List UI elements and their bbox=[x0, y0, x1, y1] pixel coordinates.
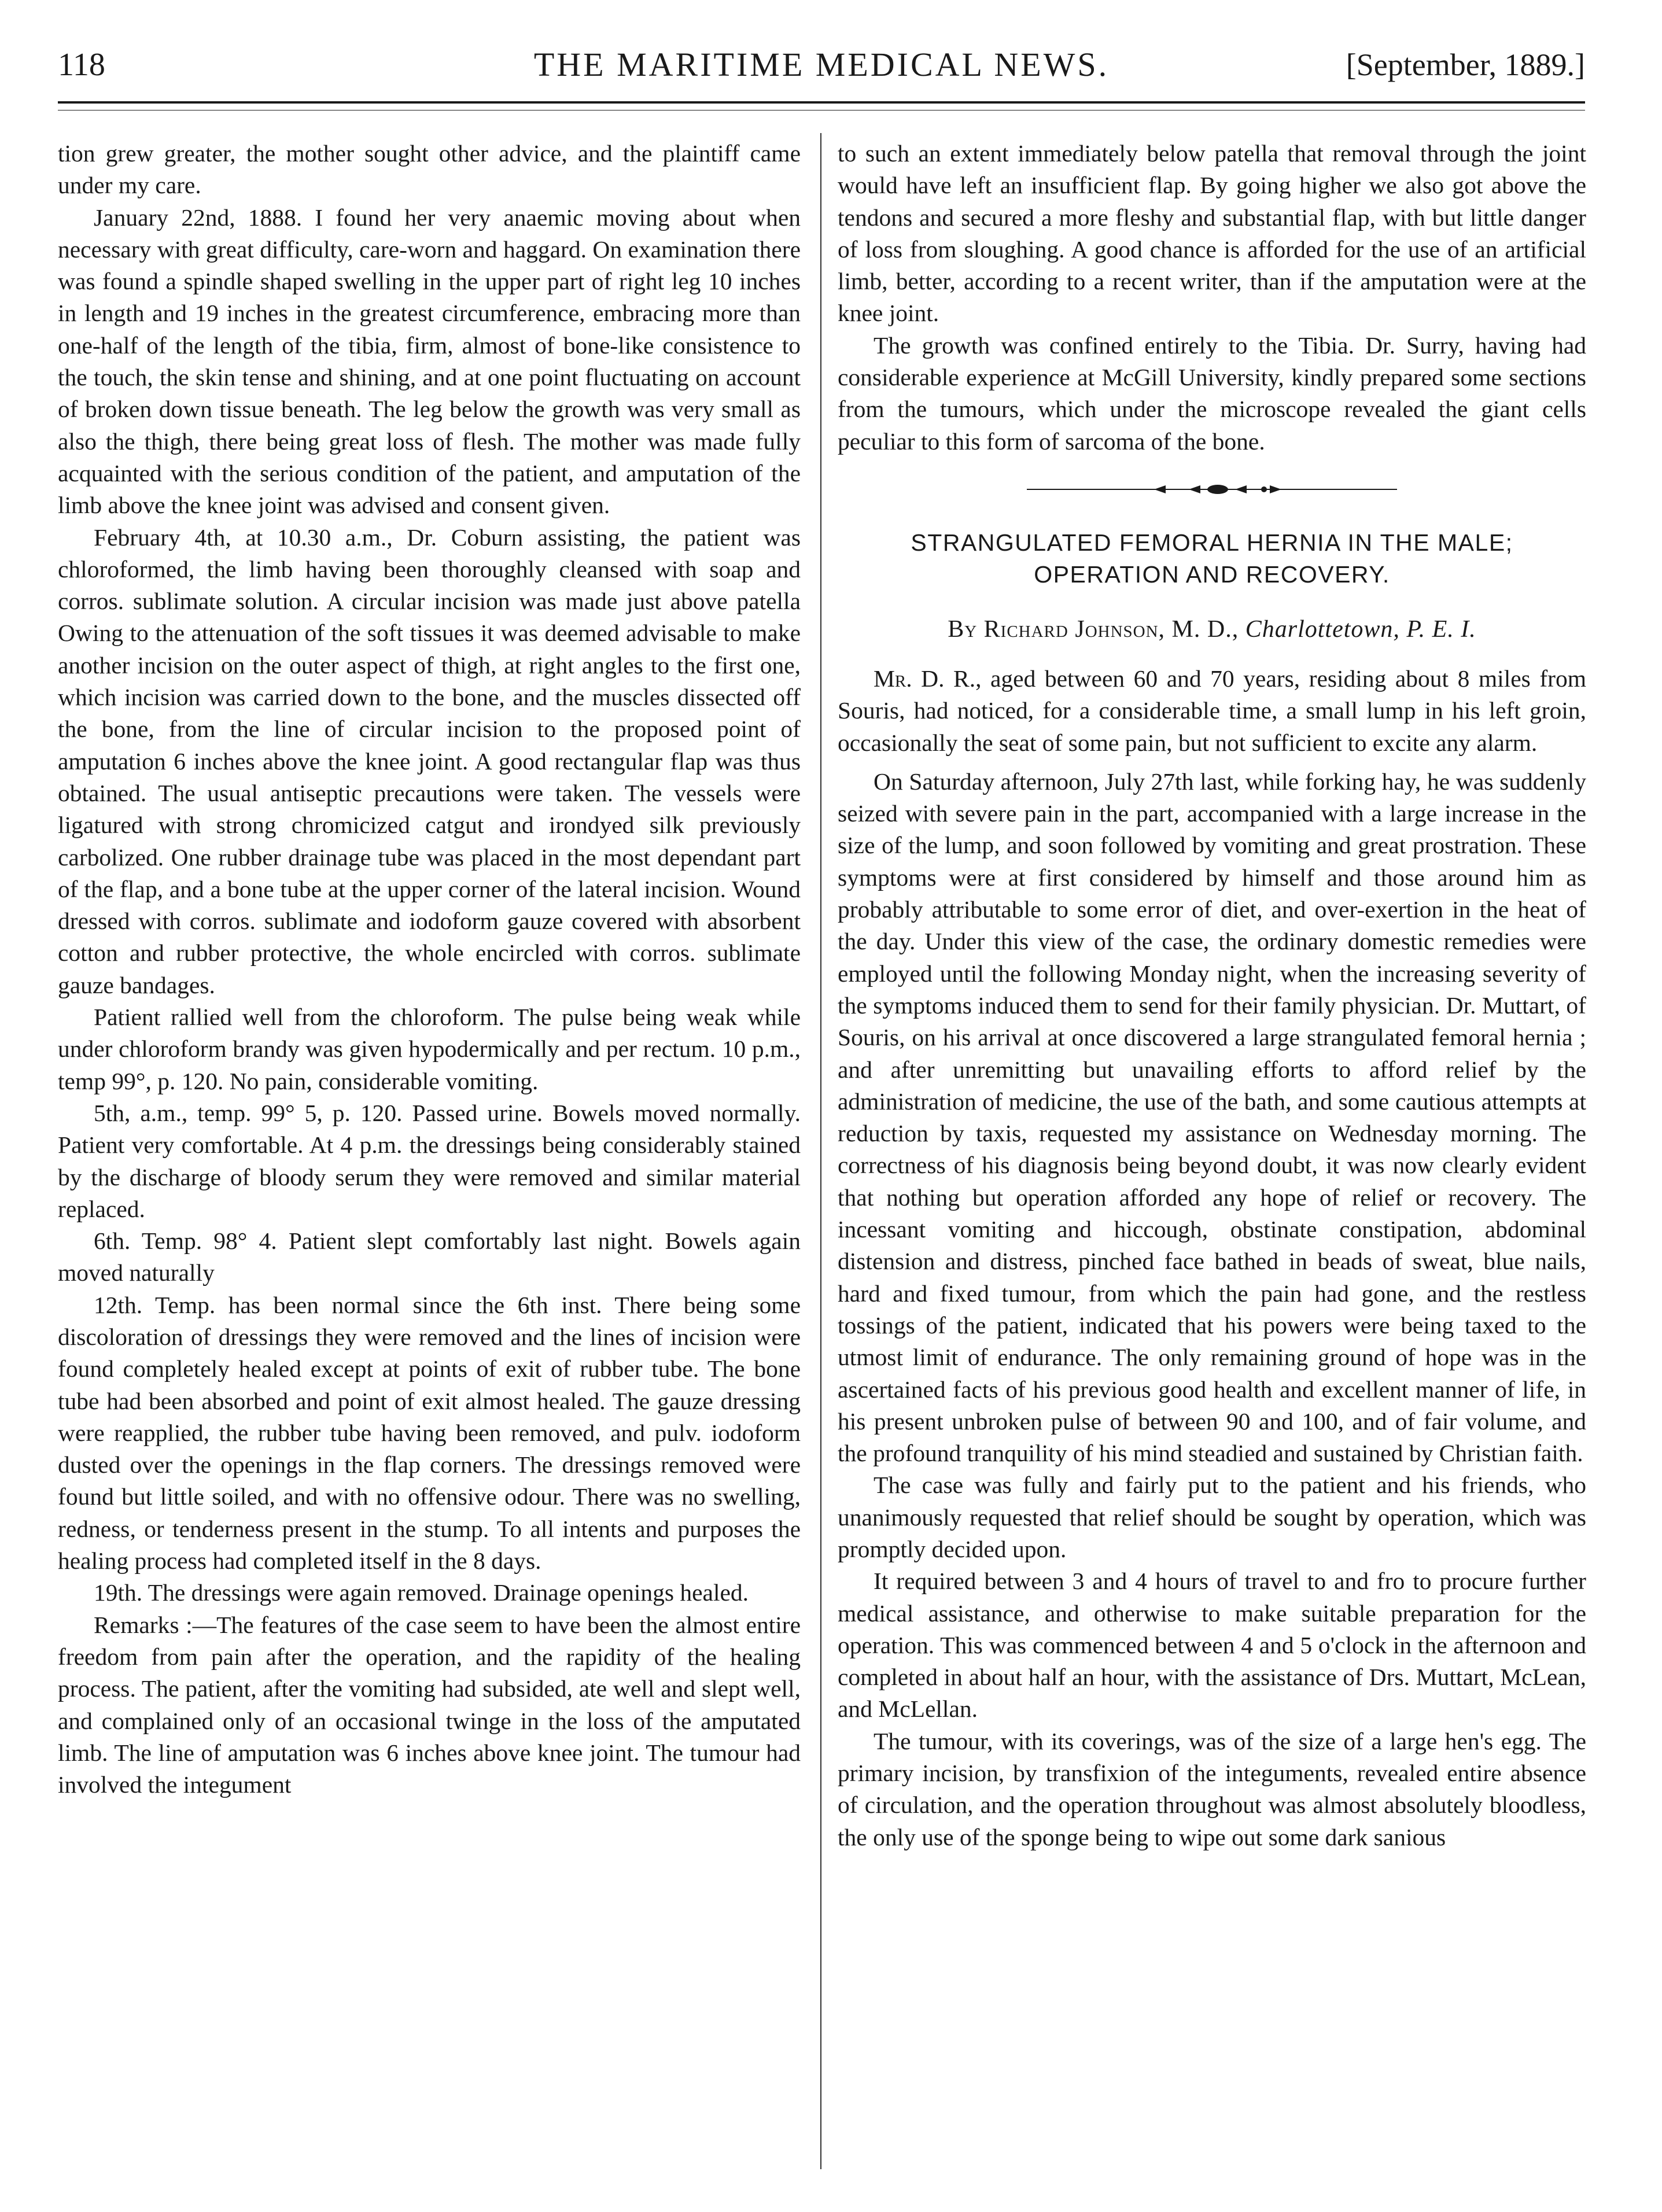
paragraph-text: aged between 60 and 70 years, residing about 8 miles from Souris, had noticed, for a considerable time, a small lump in his left groin, occasionally the seat of some pain, but not sufficient to excite any alarm. bbox=[838, 665, 1586, 756]
page-header bbox=[58, 42, 1585, 94]
paragraph: tion grew greater, the mother sought other advice, and the plaintiff came under my care. bbox=[58, 140, 801, 199]
paragraph: to such an extent immediately below patella that removal through the joint would have left an insufficient flap. By going higher we also got above the tendons and secured a more fleshy and substantial flap, with but little danger of loss from sloughing. A good chance is afforded for the use of an artificial limb, better, according to a recent writer, than if the amputation were at the knee joint. bbox=[838, 140, 1586, 327]
paragraph: 12th. Temp. has been normal since the 6th inst. There being some discoloration of dressings they were removed and the lines of incision were found completely healed except at points of exit of rubber tube. The bone tube had been absorbed and point of exit almost healed. The gauze dressing were reapplied, the rubber tube having been removed, and pulv. iodoform dusted over the openings in the flap corners. The dressings removed were found but little soiled, and with no offensive odour. There was no swelling, redness, or tenderness present in the stump. To all intents and purposes the healing process had completed itself in the 8 days. bbox=[58, 1291, 801, 1575]
paragraph: Remarks :—The features of the case seem to have been the almost entire freedom from pain after the operation, and the rapidity of the healing process. The patient, after the vomiting had subsided, ate well and slept well, and complained only of an occasional twinge in the loss of the amputated limb. The line of amputation was 6 inches above knee joint. The tumour had involved the integument bbox=[58, 1611, 801, 1798]
page-number: 118 bbox=[58, 47, 105, 83]
section-divider-ornament bbox=[1027, 481, 1397, 498]
paragraph: On Saturday afternoon, July 27th last, while forking hay, he was suddenly seized with severe pain in the part, accompanied with a large increase in the size of the lump, and soon followed by vomiting and great prostration. These symptoms were at first considered by himself and those around him as probably attributable to some error of diet, and over-exertion in the heat of the day. Under this view of the case, the ordinary domestic remedies were employed until the following Monday night, when the increasing severity of the symptoms induced them to send for their family physician. Dr. Muttart, of Souris, on his arrival at once discovered a large strangulated femoral hernia ; and after unremitting but unavailing efforts to afford relief by the administration of medicine, the use of the bath, and some cautious attempts at reduction by taxis, requested my assistance on Wednesday morning. The correctness of his diagnosis being beyond doubt, it was now clearly evident that nothing but operation afforded any hope of relief or recovery. The incessant vomiting and hiccough, obstinate constipation, abdominal distension and distress, pinched face bathed in beads of sweat, blue nails, hard and fixed tumour, from which the pain had gone, and the restless tossings of the patient, indicated that his powers were being taxed to the utmost limit of endurance. The only remaining ground of hope was in the ascertained facts of his previous good health and excellent manner of life, in his present unbroken pulse of between 90 and 100, and of fair volume, and the profound tranquility of his mind steadied and sustained by Christian faith. bbox=[838, 768, 1586, 1467]
byline-location: Charlottetown, P. E. I. bbox=[1245, 615, 1476, 643]
paragraph: 19th. The dressings were again removed. Drainage openings healed. bbox=[94, 1579, 749, 1606]
journal-title: THE MARITIME MEDICAL NEWS. bbox=[533, 46, 1110, 83]
left-column bbox=[58, 138, 801, 1801]
paragraph: 6th. Temp. 98° 4. Patient slept comfortably last night. Bowels again moved naturally bbox=[58, 1227, 801, 1286]
paragraph: Patient rallied well from the chloroform. The pulse being weak while under chloroform brandy was given hypodermically and per rectum. 10 p.m., temp 99°, p. 120. No pain, considerable vomiting. bbox=[58, 1004, 801, 1094]
column-divider bbox=[820, 133, 821, 2169]
byline-author: By Richard Johnson, M. D., bbox=[948, 615, 1245, 643]
paragraph: 5th, a.m., temp. 99° 5, p. 120. Passed urine. Bowels moved normally. Patient very comfortable. At 4 p.m. the dressings being considerably stained by the discharge of bloody serum they were removed and similar material replaced. bbox=[58, 1099, 801, 1222]
article-title-line: STRANGULATED FEMORAL HERNIA IN THE MALE; bbox=[911, 529, 1513, 556]
paragraph: The case was fully and fairly put to the patient and his friends, who unanimously requested that relief should be sought by operation, which was promptly decided upon. bbox=[838, 1472, 1586, 1562]
issue-date: [September, 1889.] bbox=[1346, 47, 1585, 82]
paragraph: The tumour, with its coverings, was of the size of a large hen's egg. The primary incision, by transfixion of the integuments, revealed entire absence of circulation, and the operation throughout was almost absolutely bloodless, the only use of the sponge being to wipe out some dark sanious bbox=[838, 1727, 1586, 1850]
paragraph-lead: Mr. D. R., bbox=[874, 665, 982, 692]
paragraph bbox=[838, 663, 1586, 759]
paragraph: January 22nd, 1888. I found her very anaemic moving about when necessary with great difficulty, care-worn and haggard. On examination there was found a spindle shaped swelling in the upper part of right leg 10 inches in length and 19 inches in the greatest circumference, embracing more than one-half of the length of the tibia, firm, almost of bone-like consistence to the touch, the skin tense and shining, and at one point fluctuating on account of broken down tissue beneath. The leg below the growth was very small as also the thigh, there being great loss of flesh. The mother was made fully acquainted with the serious condition of the patient, and amputation of the limb above the knee joint was advised and consent given. bbox=[58, 204, 801, 519]
article-title-line: OPERATION AND RECOVERY. bbox=[1034, 561, 1390, 588]
paragraph: It required between 3 and 4 hours of travel to and fro to procure further medical assistance, and otherwise to make suitable preparation for the operation. This was commenced between 4 and 5 o'clock in the afternoon and completed in about half an hour, with the assistance of Drs. Muttart, McLean, and McLellan. bbox=[838, 1568, 1586, 1723]
article-byline bbox=[838, 614, 1586, 646]
article-title bbox=[838, 527, 1586, 591]
paragraph: The growth was confined entirely to the Tibia. Dr. Surry, having had considerable experience at McGill University, kindly prepared some sections from the tumours, which under the microscope revealed the giant cells peculiar to this form of sarcoma of the bone. bbox=[838, 331, 1586, 455]
header-rule bbox=[58, 101, 1585, 104]
paragraph: February 4th, at 10.30 a.m., Dr. Coburn assisting, the patient was chloroformed, the limb having been thoroughly cleansed with soap and corros. sublimate solution. A circular incision was made just above patella Owing to the attenuation of the soft tissues it was deemed advisable to make another incision on the outer aspect of thigh, at right angles to the first one, which incision was carried down to the bone, and the muscles dissected off the bone, from the line of circular incision to the proposed point of amputation 6 inches above the knee joint. A good rectangular flap was thus obtained. The usual antiseptic precautions were taken. The vessels were ligatured with strong chromicized catgut and irondyed silk previously carbolized. One rubber drainage tube was placed in the most dependant part of the flap, and a bone tube at the upper corner of the lateral incision. Wound dressed with corros. sublimate and iodoform gauze covered with absorbent cotton and rubber protective, the whole encircled with corros. sublimate gauze bandages. bbox=[58, 523, 801, 998]
right-column bbox=[838, 138, 1586, 1853]
